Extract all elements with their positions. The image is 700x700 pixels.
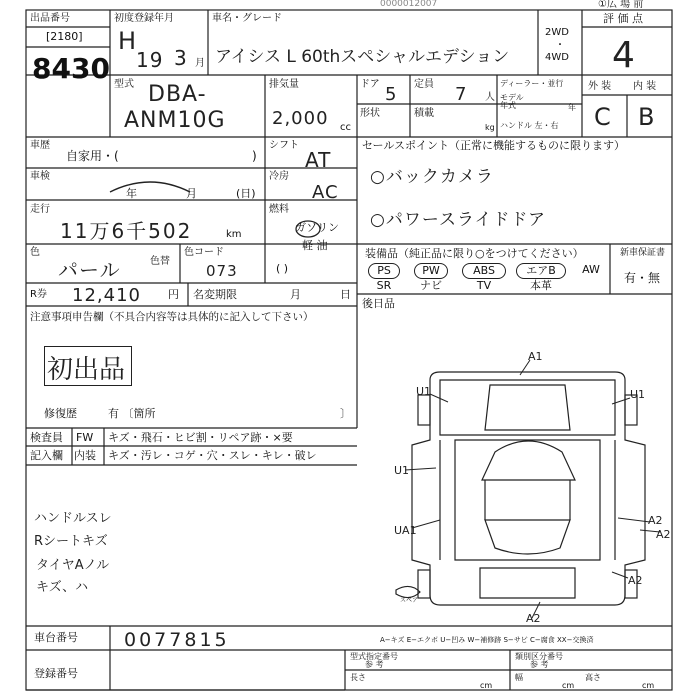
sales-point-line-2: ○パワースライドドア [370,210,546,230]
damage-mark-a2-rear-right: A2 [628,574,643,587]
inspection-day: (日) [236,187,256,200]
load-label: 積載 [414,108,434,119]
name-limit-day: 日 [340,288,351,301]
shift-label: シフト [269,140,299,151]
displacement-label: 排気量 [269,79,299,90]
spare-label: スペア [400,597,419,604]
repair-label: 修復歴 [44,407,77,420]
damage-mark-a2-rear: A2 [526,612,541,625]
warranty-label: 新車保証書 [620,248,666,258]
equipment-aw: AW [582,263,600,276]
recycle-unit: 円 [168,288,179,301]
sales-point-label: セールスポイント（正常に機能するものに限ります） [362,139,626,152]
class-number-ref: 参 考 [530,660,549,669]
handwritten-note-1: ハンドルスレ [34,511,112,526]
car-diagram [396,372,645,605]
inspection-month: 月 [186,187,197,200]
equipment-tv: TV [476,279,492,292]
doors-label: ドア [360,79,380,90]
damage-mark-a2-right-2: A2 [656,528,671,541]
rating-label: 評 価 点 [603,12,643,25]
equipment-abs: ABS [462,263,506,279]
inspector-label-1: 検査員 [30,431,63,444]
mileage-value: 11万6千502 [60,219,193,243]
fuel-gas: ガソリン [295,221,339,234]
equipment-navi: ナビ [420,279,442,292]
model-name: アイシス L 60thスペシャルエデション [215,47,510,67]
class-number-label: 類別区分番号 [515,652,563,661]
capacity-value: 7 [455,84,468,105]
sales-point-line-1: ○バックカメラ [370,167,494,187]
width-unit: cm [562,681,575,690]
type-designation-label: 型式指定番号 [350,652,398,661]
rating-interior-label: 内 装 [633,81,657,92]
registration-era: H [118,27,138,55]
type-designation-ref: 参 考 [365,660,384,669]
inspection-year: 年 [126,187,137,200]
damage-mark-u1-left-door: U1 [394,464,410,477]
cooling-value: AC [312,182,339,203]
damage-mark-u1-left-front: U1 [416,385,432,398]
shape-label: 形状 [360,108,380,119]
repair-close: 〕 [340,407,351,420]
dealer-model-year: モデル年式 [500,93,524,111]
registration-label: 初度登録年月 [114,13,174,24]
registration-month-unit: 月 [195,58,205,69]
dealer-label: ディーラー・並行 [500,79,564,88]
name-limit-label: 名変期限 [193,288,237,301]
recycle-value: 12,410 [72,285,141,306]
load-unit: kg [485,123,495,132]
dealer-year-unit: 年 [568,103,576,112]
shift-value: AT [305,148,332,172]
lot-number: 8430 [32,52,110,85]
height-label: 高さ [585,673,601,682]
drive-4wd: 4WD [545,52,569,63]
inspector-row-1: キズ・飛石・ヒビ割・リペア跡・×要 [108,431,293,444]
color-value: パール [58,258,121,282]
damage-legend: A−キズ E−エクボ U−凹み W−補修跡 S−サビ C−腐食 XX−交換済 [380,636,594,644]
type-value-2: ANM10G [124,108,226,133]
first-listing-stamp [44,346,132,386]
name-limit-month: 月 [290,288,301,301]
mileage-label: 走行 [30,204,50,215]
capacity-unit: 人 [485,92,495,103]
handwritten-note-2: Rシートキズ [34,534,108,549]
equipment-airbag: エアB [516,263,566,279]
equipment-ps: PS [368,263,400,279]
height-unit: cm [642,681,655,690]
inspection-label: 車検 [30,171,50,182]
history-label: 車歴 [30,140,50,151]
history-close: ) [252,149,257,163]
inspector-interior: 内装 [74,449,96,462]
damage-mark-a1-top: A1 [528,350,543,363]
inspector-fw: FW [76,431,94,444]
later-items-label: 後日品 [362,297,395,310]
color-change-label: 色替 [150,256,170,267]
color-code-label: 色コード [184,247,224,258]
reg-number-label: 登録番号 [34,667,78,680]
color-label: 色 [30,247,40,258]
type-value-1: DBA- [148,82,207,107]
first-listing-stamp-text: 初出品 [47,355,126,385]
registration-year: 19 [136,48,164,72]
chassis-label: 車台番号 [34,631,78,644]
displacement-value: 2,000 [272,108,329,129]
doors-value: 5 [385,84,398,105]
fuel-label: 燃料 [269,204,289,215]
venue-label: ①広 場 前 [598,0,644,10]
width-label: 幅 [515,673,523,682]
equipment-label: 装備品（純正品に限り○をつけてください） [365,247,584,260]
lot-label: 出品番号 [30,13,70,24]
damage-mark-ua1-left-rear: UA1 [394,524,417,537]
damage-mark-u1-right-front: U1 [630,388,646,401]
recycle-label: R券 [30,289,47,300]
rating-exterior-label: 外 装 [588,81,612,92]
registration-month: 3 [174,46,188,70]
lot-sub-code: [2180] [46,30,83,43]
mileage-unit: km [226,229,242,240]
handwritten-note-3: タイヤAノル [36,558,110,573]
capacity-label: 定員 [414,79,434,90]
history-value: 自家用・( [66,149,119,163]
rating-exterior: C [594,103,612,131]
color-code: 073 [206,262,238,280]
fuel-diesel: 軽 油 [302,239,328,252]
equipment-leather: 本革 [530,279,552,292]
dealer-handle: ハンドル 左・右 [500,121,559,130]
chassis-value: 0077815 [124,629,230,651]
inspector-row-2: キズ・汚レ・コゲ・穴・スレ・キレ・破レ [108,449,317,462]
rating-interior: B [638,103,656,131]
top-faint-number: 0000012007 [380,0,438,9]
warranty-value: 有・無 [624,271,661,285]
damage-mark-a2-right-1: A2 [648,514,663,527]
drive-dot: ・ [555,40,565,51]
equipment-sr: SR [376,279,392,292]
displacement-unit: cc [340,122,351,133]
inspector-label-2: 記入欄 [30,449,63,462]
drive-2wd: 2WD [545,27,569,38]
equipment-pw: PW [414,263,448,279]
handwritten-note-4: キズ、ハ [36,580,89,595]
type-label: 型式 [114,79,134,90]
repair-value: 有 〔箇所 [108,407,156,420]
cooling-label: 冷房 [269,171,289,182]
notes-label: 注意事項申告欄（不具合内容等は具体的に記入して下さい） [30,311,314,323]
fuel-paren: ( ) [276,262,289,275]
length-unit: cm [480,681,493,690]
model-label: 車名・グレード [212,13,282,24]
length-label: 長さ [350,673,366,682]
rating-score: 4 [612,35,636,76]
